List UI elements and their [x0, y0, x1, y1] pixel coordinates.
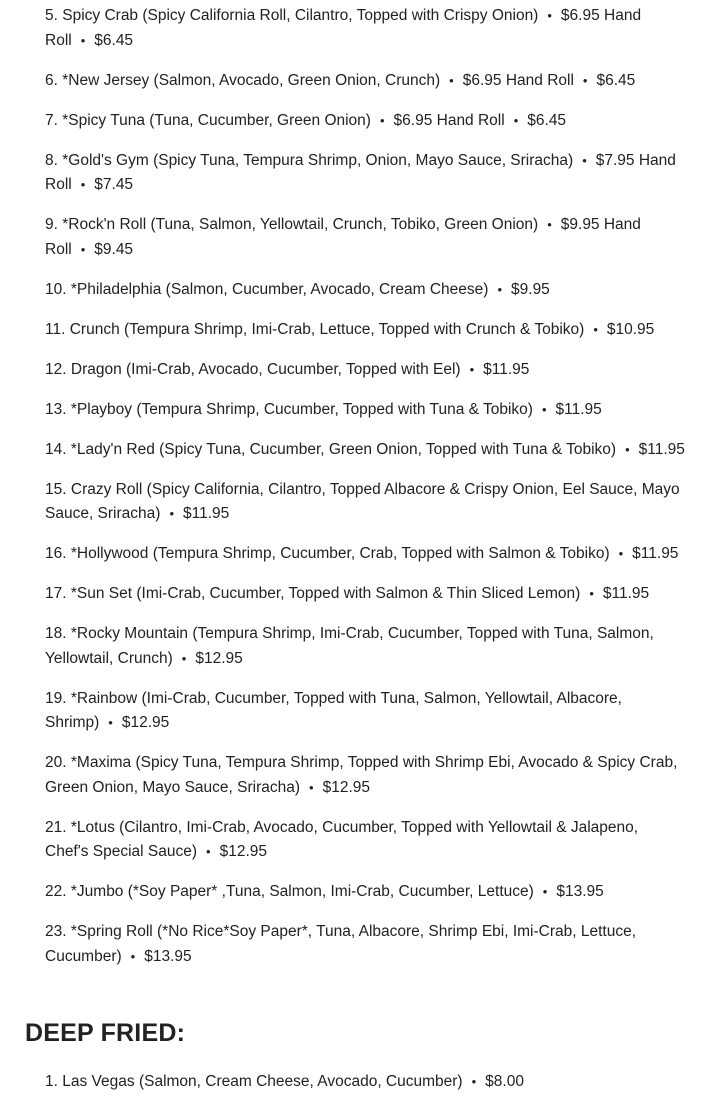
menu-item	[45, 542, 685, 567]
menu-item-price: $11.95	[555, 400, 602, 418]
price-separator: •	[593, 321, 598, 337]
roll-menu-list	[45, 4, 685, 985]
menu-item-name: *New Jersey (Salmon, Avocado, Green Onion, Crunch)	[62, 71, 441, 89]
menu-item-price: $12.95	[195, 649, 243, 667]
menu-item-name: *Playboy (Tempura Shrimp, Cucumber, Topped with Tuna & Tobiko)	[70, 400, 533, 418]
price-separator: •	[80, 177, 86, 192]
price-separator: •	[625, 441, 630, 457]
menu-item-name: *Lotus (Cilantro, Imi-Crab, Avocado, Cucumber, Topped with Yellowtail & Jalapeno, Chef's Special Sauce)	[45, 818, 639, 860]
price-separator: •	[618, 546, 624, 561]
menu-item-number: 21.	[45, 818, 67, 836]
menu-item-price: $6.95 Hand Roll	[393, 111, 505, 129]
menu-item	[45, 438, 685, 463]
price-separator: •	[547, 217, 552, 232]
menu-item-price: $12.95	[322, 778, 370, 796]
menu-item-number: 9.	[45, 216, 58, 233]
menu-item-price: $12.95	[219, 843, 267, 860]
menu-item-price: $6.95 Hand Roll	[462, 71, 574, 89]
menu-item-price: $7.95 Hand Roll	[45, 151, 676, 193]
menu-item-price: $11.95	[602, 585, 650, 602]
price-separator: •	[449, 72, 454, 88]
menu-item	[45, 4, 685, 53]
menu-item	[45, 1070, 685, 1095]
menu-item-number: 22.	[45, 883, 67, 900]
menu-item-name: Crunch (Tempura Shrimp, Imi-Crab, Lettuce, Topped with Crunch & Tobiko)	[69, 320, 585, 338]
menu-item	[45, 398, 685, 423]
menu-item-price: $12.95	[121, 714, 170, 731]
menu-item-number: 13.	[45, 400, 67, 418]
menu-item	[45, 920, 685, 969]
price-separator: •	[513, 112, 519, 128]
menu-item-number: 14.	[45, 440, 67, 458]
menu-item	[45, 149, 685, 198]
price-separator: •	[497, 281, 503, 297]
price-separator: •	[582, 72, 588, 88]
menu-item-number: 18.	[45, 625, 67, 642]
menu-item-name: Spicy Crab (Spicy California Roll, Cilantro, Topped with Crispy Onion)	[62, 7, 539, 24]
menu-item	[45, 358, 685, 383]
section-heading-deep-fried: DEEP FRIED:	[25, 1019, 186, 1047]
menu-item	[45, 816, 685, 865]
menu-item-name: Las Vegas (Salmon, Cream Cheese, Avocado, Cucumber)	[62, 1073, 463, 1090]
price-separator: •	[469, 361, 475, 377]
price-separator: •	[309, 779, 314, 795]
menu-item-name: *Philadelphia (Salmon, Cucumber, Avocado, Cream Cheese)	[70, 280, 489, 298]
menu-item-price: $13.95	[144, 947, 192, 965]
menu-item	[45, 622, 685, 671]
price-separator: •	[542, 884, 548, 899]
menu-item-name: *Rainbow (Imi-Crab, Cucumber, Topped with Tuna, Salmon, Yellowtail, Albacore, Shrimp)	[45, 689, 622, 731]
menu-item-number: 23.	[45, 923, 67, 940]
menu-item-price: $13.95	[556, 883, 604, 900]
menu-item	[45, 880, 685, 905]
menu-item-price: $11.95	[483, 360, 530, 378]
menu-item	[45, 213, 685, 262]
price-separator: •	[471, 1074, 477, 1089]
menu-item	[45, 318, 685, 343]
menu-item-name: Dragon (Imi-Crab, Avocado, Cucumber, Topped with Eel)	[70, 360, 461, 378]
menu-item-name: *Gold's Gym (Spicy Tuna, Tempura Shrimp, Onion, Mayo Sauce, Sriracha)	[62, 151, 574, 169]
price-separator: •	[206, 844, 211, 859]
menu-item-price: $7.45	[94, 176, 134, 193]
menu-item-number: 8.	[45, 151, 58, 169]
menu-item-price: $6.45	[94, 31, 134, 49]
menu-item-name: *Lady'n Red (Spicy Tuna, Cucumber, Green Onion, Topped with Tuna & Tobiko)	[70, 440, 617, 458]
price-separator: •	[130, 948, 136, 964]
menu-item-number: 7.	[45, 111, 58, 129]
menu-item-name: *Rocky Mountain (Tempura Shrimp, Imi-Crab, Cucumber, Topped with Tuna, Salmon, Yellowtail, Crunch)	[45, 625, 654, 667]
price-separator: •	[541, 401, 547, 417]
menu-item-name: Crazy Roll (Spicy California, Cilantro, Topped Albacore & Crispy Onion, Eel Sauce, Mayo Sauce, Sriracha)	[45, 480, 680, 522]
menu-item-number: 11.	[45, 320, 66, 338]
menu-item	[45, 109, 685, 134]
menu-item-name: *Maxima (Spicy Tuna, Tempura Shrimp, Topped with Shrimp Ebi, Avocado & Spicy Crab, Green Onion, Mayo Sauce, Sriracha)	[45, 754, 678, 796]
price-separator: •	[589, 586, 594, 601]
menu-item-price: $8.00	[485, 1073, 524, 1090]
price-separator: •	[108, 715, 113, 730]
price-separator: •	[582, 152, 587, 168]
menu-item-price: $11.95	[183, 505, 230, 522]
menu-item	[45, 687, 685, 736]
menu-item-name: *Jumbo (*Soy Paper* ,Tuna, Salmon, Imi-Crab, Cucumber, Lettuce)	[70, 883, 534, 900]
menu-item	[45, 69, 685, 94]
menu-item-number: 19.	[45, 689, 67, 707]
menu-item	[45, 582, 685, 607]
menu-item-number: 17.	[45, 585, 67, 602]
menu-item-name: *Rock'n Roll (Tuna, Salmon, Yellowtail, Crunch, Tobiko, Green Onion)	[62, 216, 539, 233]
menu-item-name: *Sun Set (Imi-Crab, Cucumber, Topped with Salmon & Thin Sliced Lemon)	[70, 585, 581, 602]
menu-item-name: *Spring Roll (*No Rice*Soy Paper*, Tuna, Albacore, Shrimp Ebi, Imi-Crab, Lettuce, Cucumber)	[45, 923, 637, 965]
menu-item-price: $6.95 Hand Roll	[45, 7, 642, 49]
menu-item-number: 6.	[45, 71, 58, 89]
price-separator: •	[169, 506, 175, 521]
price-separator: •	[379, 112, 385, 128]
deep-fried-menu-list	[45, 1070, 685, 1110]
price-separator: •	[80, 32, 86, 48]
menu-item-number: 16.	[45, 545, 67, 562]
menu-item	[45, 278, 685, 303]
menu-item	[45, 478, 685, 527]
menu-item-price: $9.95	[511, 280, 550, 298]
menu-item-number: 10.	[45, 280, 67, 298]
price-separator: •	[547, 8, 552, 23]
menu-item-name: *Spicy Tuna (Tuna, Cucumber, Green Onion)	[62, 111, 371, 129]
menu-item-price: $11.95	[638, 440, 685, 458]
menu-item-number: 12.	[45, 360, 67, 378]
menu-item-number: 20.	[45, 754, 67, 771]
menu-item-number: 15.	[45, 480, 67, 498]
menu-item-name: *Hollywood (Tempura Shrimp, Cucumber, Crab, Topped with Salmon & Tobiko)	[70, 545, 610, 562]
menu-item-number: 1.	[45, 1073, 58, 1090]
menu-item-price: $6.45	[596, 71, 636, 89]
menu-item-price: $9.45	[94, 240, 134, 258]
menu-item-price: $11.95	[632, 545, 679, 562]
menu-item	[45, 751, 685, 800]
menu-item-price: $10.95	[606, 320, 655, 338]
menu-item-price: $9.95 Hand Roll	[45, 216, 641, 258]
price-separator: •	[80, 241, 86, 257]
price-separator: •	[181, 650, 187, 666]
menu-item-number: 5.	[45, 7, 58, 24]
menu-item-price: $6.45	[527, 111, 567, 129]
